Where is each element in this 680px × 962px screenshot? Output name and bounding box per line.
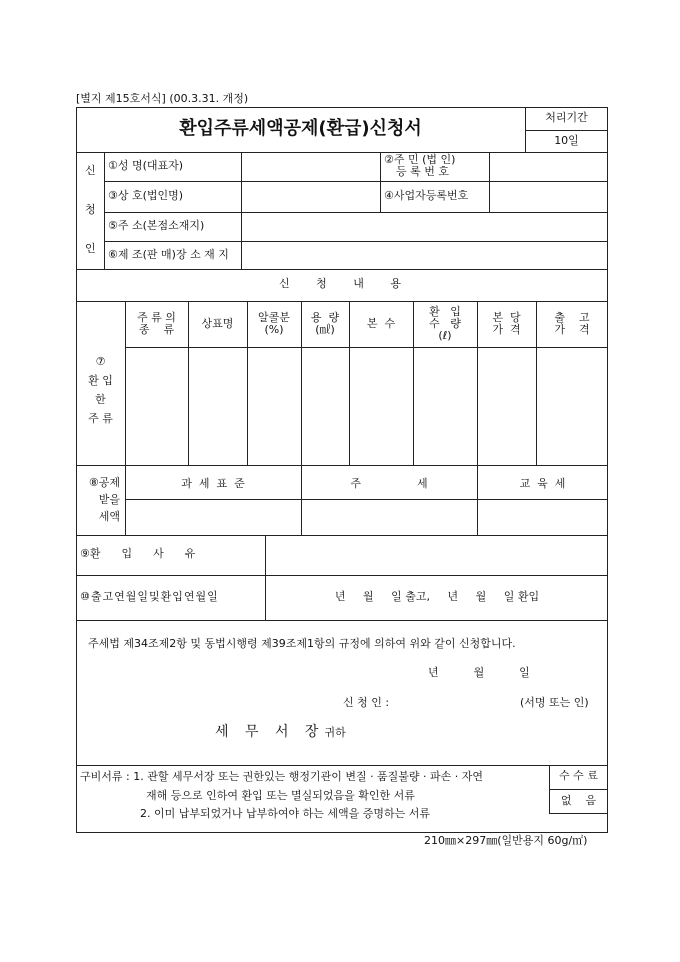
resident-no-label: ②주 민 (법 인) — [384, 153, 456, 166]
header-line: 용 량 — [310, 311, 340, 324]
header-line: 본 수 — [366, 317, 396, 330]
liquor-column-header — [301, 312, 349, 336]
return-reason-field[interactable] — [266, 536, 607, 574]
name-label: ①성 명(대표자) — [108, 159, 184, 172]
tax-base-field[interactable] — [126, 500, 300, 534]
dates-value[interactable]: 년 월 일 출고, 년 월 일 환입 — [334, 590, 540, 603]
header-line: 가 격 — [554, 323, 590, 336]
applicant-label-2: 청 — [85, 203, 96, 216]
liquor-column-header — [188, 318, 247, 330]
education-tax-field[interactable] — [478, 500, 607, 534]
label-line: 받을 — [98, 493, 120, 506]
processing-period-value: 10일 — [554, 134, 579, 147]
liquor-column-field[interactable] — [302, 348, 348, 464]
header-line: 주 류 의 — [137, 311, 176, 324]
processing-period-label: 처리기간 — [545, 111, 588, 124]
header-line: 알콜분 — [258, 311, 290, 324]
header-line: 상표명 — [201, 317, 234, 330]
liquor-column-header — [125, 312, 188, 336]
header-line: (ℓ) — [438, 329, 452, 342]
date-line[interactable]: 년 월 일 — [428, 666, 530, 679]
documents-line-1: 구비서류 : 1. 관할 세무서장 또는 권한있는 행정기관이 변질 · 품질불량 · 파손 · 자연 — [80, 770, 484, 783]
returned-liquor-label — [76, 352, 125, 428]
liquor-column-field[interactable] — [478, 348, 535, 464]
header-line: 환 입 — [429, 305, 461, 318]
liquor-column-field[interactable] — [350, 348, 412, 464]
education-tax-header: 교 육 세 — [519, 477, 566, 490]
resident-no-field[interactable] — [490, 153, 607, 180]
company-field[interactable] — [242, 182, 379, 211]
liquor-column-header — [536, 312, 608, 336]
business-no-label: ④사업자등록번호 — [384, 189, 469, 202]
company-label: ③상 호(법인명) — [108, 189, 184, 202]
label-line: 세액 — [98, 510, 120, 523]
tax-base-header: 과 세 표 준 — [181, 477, 245, 490]
name-field[interactable] — [242, 153, 379, 180]
header-line: (㎖) — [315, 323, 335, 336]
liquor-column-field[interactable] — [414, 348, 476, 464]
header-line: 출 고 — [554, 311, 590, 324]
return-reason-label: ⑨환 입 사 유 — [80, 547, 196, 560]
liquor-column-field[interactable] — [248, 348, 300, 464]
label-line: 한 — [95, 393, 106, 406]
sign-note: (서명 또는 인) — [520, 696, 589, 709]
fee-label: 수 수 료 — [559, 769, 598, 782]
header-line: (%) — [264, 323, 284, 336]
liquor-column-field[interactable] — [537, 348, 607, 464]
address-label: ⑤주 소(본점소재지) — [108, 219, 205, 232]
fee-value: 없 음 — [560, 794, 597, 807]
tax-office: 세 무 서 장 — [215, 724, 325, 740]
liquor-tax-field[interactable] — [302, 500, 476, 534]
liquor-column-header — [349, 318, 413, 330]
applicant-label-3: 인 — [85, 242, 96, 255]
request-section-title: 신 청 내 용 — [279, 277, 405, 290]
label-line: 주 류 — [88, 412, 113, 425]
liquor-column-header — [413, 306, 477, 342]
addressee-suffix: 귀하 — [324, 726, 346, 739]
factory-label: ⑥제 조(판 매)장 소 재 지 — [108, 248, 229, 261]
liquor-column-header — [477, 312, 536, 336]
business-no-field[interactable] — [490, 182, 607, 211]
label-line: 환 입 — [88, 374, 113, 387]
applicant-label-1: 신 — [85, 164, 96, 177]
declaration-text: 주세법 제34조제2항 및 동법시행령 제39조제1항의 규정에 의하여 위와 같이 신청합니다. — [88, 637, 516, 650]
liquor-column-field[interactable] — [189, 348, 246, 464]
address-field[interactable] — [242, 213, 607, 240]
header-line: 수 량 — [429, 317, 461, 330]
liquor-column-header — [247, 312, 301, 336]
documents-line-2: 재해 등으로 인하여 환입 또는 멸실되었음을 확인한 서류 — [146, 789, 415, 802]
paper-size: 210㎜×297㎜(일반용지 60g/㎡) — [424, 834, 588, 847]
documents-line-3: 2. 이미 납부되었거나 납부하여야 하는 세액을 증명하는 서류 — [140, 807, 430, 820]
dates-label: ⑩출고연월일및환입연월일 — [80, 590, 219, 603]
header-line: 가 격 — [492, 323, 521, 336]
liquor-tax-header: 주 세 — [350, 477, 428, 490]
liquor-column-field[interactable] — [126, 348, 187, 464]
form-title: 환입주류세액공제(환급)신청서 — [179, 118, 422, 139]
header-line: 종 류 — [138, 323, 175, 336]
factory-field[interactable] — [242, 242, 607, 268]
applicant-sign-label: 신 청 인 : — [343, 696, 390, 709]
label-line: ⑧공제 — [88, 476, 120, 489]
form-header: [별지 제15호서식] (00.3.31. 개정) — [76, 92, 249, 105]
deduction-label — [80, 474, 120, 525]
label-line: ⑦ — [95, 355, 106, 368]
header-line: 본 당 — [492, 311, 521, 324]
resident-no-label-2: 등 록 번 호 — [396, 165, 449, 178]
addressee — [215, 724, 346, 740]
